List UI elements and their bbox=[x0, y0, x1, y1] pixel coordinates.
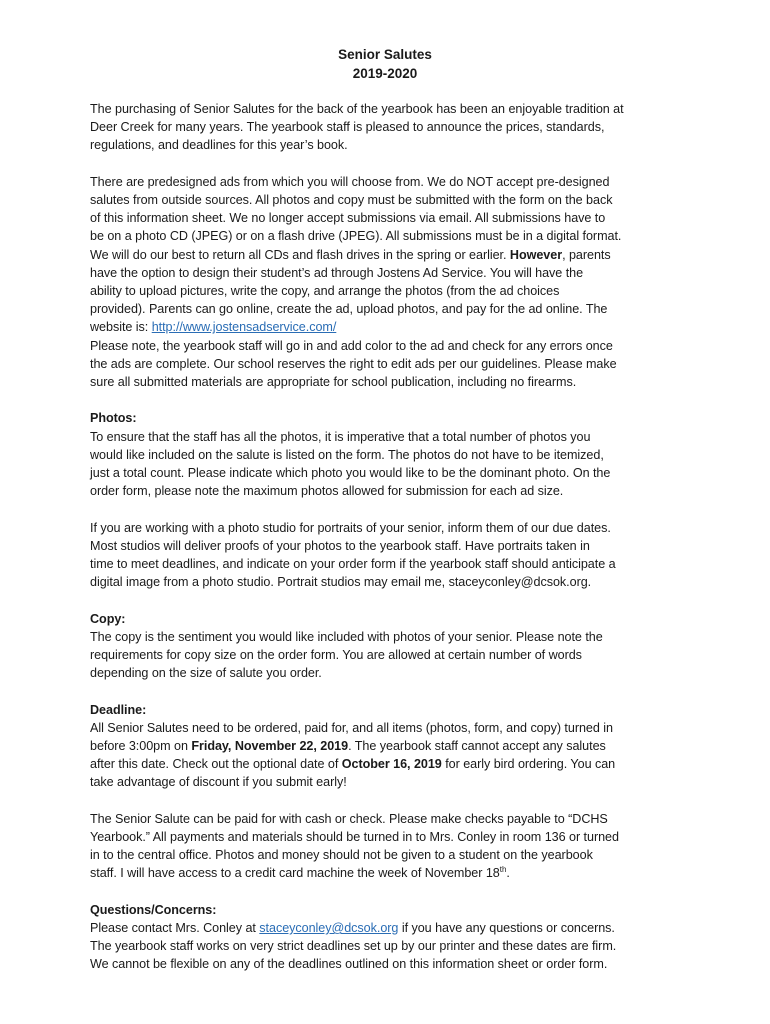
photos-paragraph bbox=[90, 428, 690, 501]
text-line: We cannot be flexible on any of the deadlines outlined on this information sheet or order form. bbox=[90, 957, 608, 972]
text-line bbox=[90, 246, 690, 264]
text-span: website is: bbox=[90, 320, 152, 335]
text-span: staff. I will have access to a credit card machine the week of November 18 bbox=[90, 866, 500, 881]
text-line: The yearbook staff works on very strict deadlines set up by our printer and these dates are firm. bbox=[90, 939, 617, 954]
text-line: requirements for copy size on the order form. You are allowed at certain number of words bbox=[90, 648, 582, 663]
questions-paragraph bbox=[90, 919, 690, 974]
text-span: Please contact Mrs. Conley at bbox=[90, 921, 260, 936]
text-line: provided). Parents can go online, create the ad, upload photos, and pay for the ad online. The bbox=[90, 302, 608, 317]
questions-heading: Questions/Concerns: bbox=[90, 902, 217, 917]
text-span: , parents bbox=[562, 247, 611, 262]
text-line bbox=[90, 318, 690, 336]
copy-heading: Copy: bbox=[90, 611, 126, 626]
text-line: time to meet deadlines, and indicate on your order form if the yearbook staff should anticipate a bbox=[90, 557, 616, 572]
text-line: the ads are complete. Our school reserves the right to edit ads per our guidelines. Please make bbox=[90, 356, 617, 371]
document-body bbox=[90, 100, 690, 974]
text-span: . bbox=[506, 866, 510, 881]
text-line: have the option to design their student’s ad through Jostens Ad Service. You will have the bbox=[90, 265, 584, 280]
text-line: order form, please note the maximum photos allowed for submission for each ad size. bbox=[90, 484, 564, 499]
text-line: just a total count. Please indicate which photo you would like to be the dominant photo. On the bbox=[90, 466, 611, 481]
text-line: in to the central office. Photos and money should not be given to a student on the yearbook bbox=[90, 848, 593, 863]
payment-paragraph bbox=[90, 810, 690, 883]
early-bird-date: October 16, 2019 bbox=[341, 757, 442, 772]
text-span: after this date. Check out the optional date of bbox=[90, 757, 342, 772]
text-line: salutes from outside sources. All photos and copy must be submitted with the form on the back bbox=[90, 193, 613, 207]
studio-paragraph bbox=[90, 519, 690, 592]
copy-paragraph bbox=[90, 628, 690, 683]
jostens-website-link[interactable]: http://www.jostensadservice.com/ bbox=[151, 320, 337, 335]
text-line: Yearbook.” All payments and materials should be turned in to Mrs. Conley in room 136 or turned bbox=[90, 830, 619, 845]
text-line: regulations, and deadlines for this year’s book. bbox=[90, 138, 348, 153]
ads-paragraph bbox=[90, 173, 690, 391]
page-subtitle-year: 2019-2020 bbox=[352, 66, 418, 81]
text-line: The Senior Salute can be paid for with cash or check. Please make checks payable to “DCHS bbox=[90, 811, 608, 826]
text-span: before 3:00pm on bbox=[90, 739, 192, 754]
text-span: for early bird ordering. You can bbox=[441, 757, 616, 772]
text-line: would like included on the salute is listed on the form. The photos do not have to be itemized, bbox=[90, 447, 604, 462]
text-span: We will do our best to return all CDs and flash drives in the spring or earlier. bbox=[90, 247, 510, 262]
text-line: All Senior Salutes need to be ordered, paid for, and all items (photos, form, and copy) turned in bbox=[90, 720, 613, 735]
deadline-paragraph bbox=[90, 719, 690, 792]
text-line bbox=[90, 919, 690, 937]
text-span: if you have any questions or concerns. bbox=[398, 921, 615, 936]
email-link[interactable]: staceyconley@dcsok.org bbox=[259, 921, 399, 936]
text-line: depending on the size of salute you order. bbox=[90, 666, 322, 681]
text-line: There are predesigned ads from which you will choose from. We do NOT accept pre-designed bbox=[90, 174, 610, 189]
text-line: The copy is the sentiment you would like included with photos of your senior. Please note the bbox=[90, 629, 603, 644]
text-line: Please note, the yearbook staff will go in and add color to the ad and check for any errors once bbox=[90, 338, 613, 353]
text-line: The purchasing of Senior Salutes for the back of the yearbook has been an enjoyable tradition at bbox=[90, 102, 624, 116]
text-line: take advantage of discount if you submit early! bbox=[90, 775, 347, 790]
page-title: Senior Salutes bbox=[338, 47, 432, 62]
text-line bbox=[90, 737, 690, 755]
deadline-date: Friday, November 22, 2019 bbox=[191, 739, 349, 754]
deadline-heading: Deadline: bbox=[90, 702, 147, 717]
text-line: Most studios will deliver proofs of your photos to the yearbook staff. Have portraits taken in bbox=[90, 538, 590, 553]
text-line: To ensure that the staff has all the photos, it is imperative that a total number of photos you bbox=[90, 429, 591, 444]
text-line: Deer Creek for many years. The yearbook staff is pleased to announce the prices, standards, bbox=[90, 120, 605, 135]
superscript: th bbox=[499, 865, 507, 875]
text-span: . The yearbook staff cannot accept any salutes bbox=[348, 739, 606, 754]
text-line: sure all submitted materials are appropriate for school publication, including no firearms. bbox=[90, 375, 577, 390]
bold-however: However bbox=[509, 247, 563, 262]
text-line: digital image from a photo studio. Portrait studios may email me, staceyconley@dcsok.org. bbox=[90, 575, 592, 590]
text-line bbox=[90, 755, 690, 773]
photos-heading: Photos: bbox=[90, 411, 137, 426]
text-line: of this information sheet. We no longer accept submissions via email. All submissions have to bbox=[90, 211, 606, 226]
text-line: ability to upload pictures, write the copy, and arrange the photos (from the ad choices bbox=[90, 284, 560, 299]
text-line: be on a photo CD (JPEG) or on a flash drive (JPEG). All submissions must be in a digital format. bbox=[90, 229, 622, 244]
text-line: If you are working with a photo studio for portraits of your senior, inform them of our due dates. bbox=[90, 520, 611, 535]
text-line bbox=[90, 864, 690, 882]
intro-paragraph bbox=[90, 100, 690, 155]
